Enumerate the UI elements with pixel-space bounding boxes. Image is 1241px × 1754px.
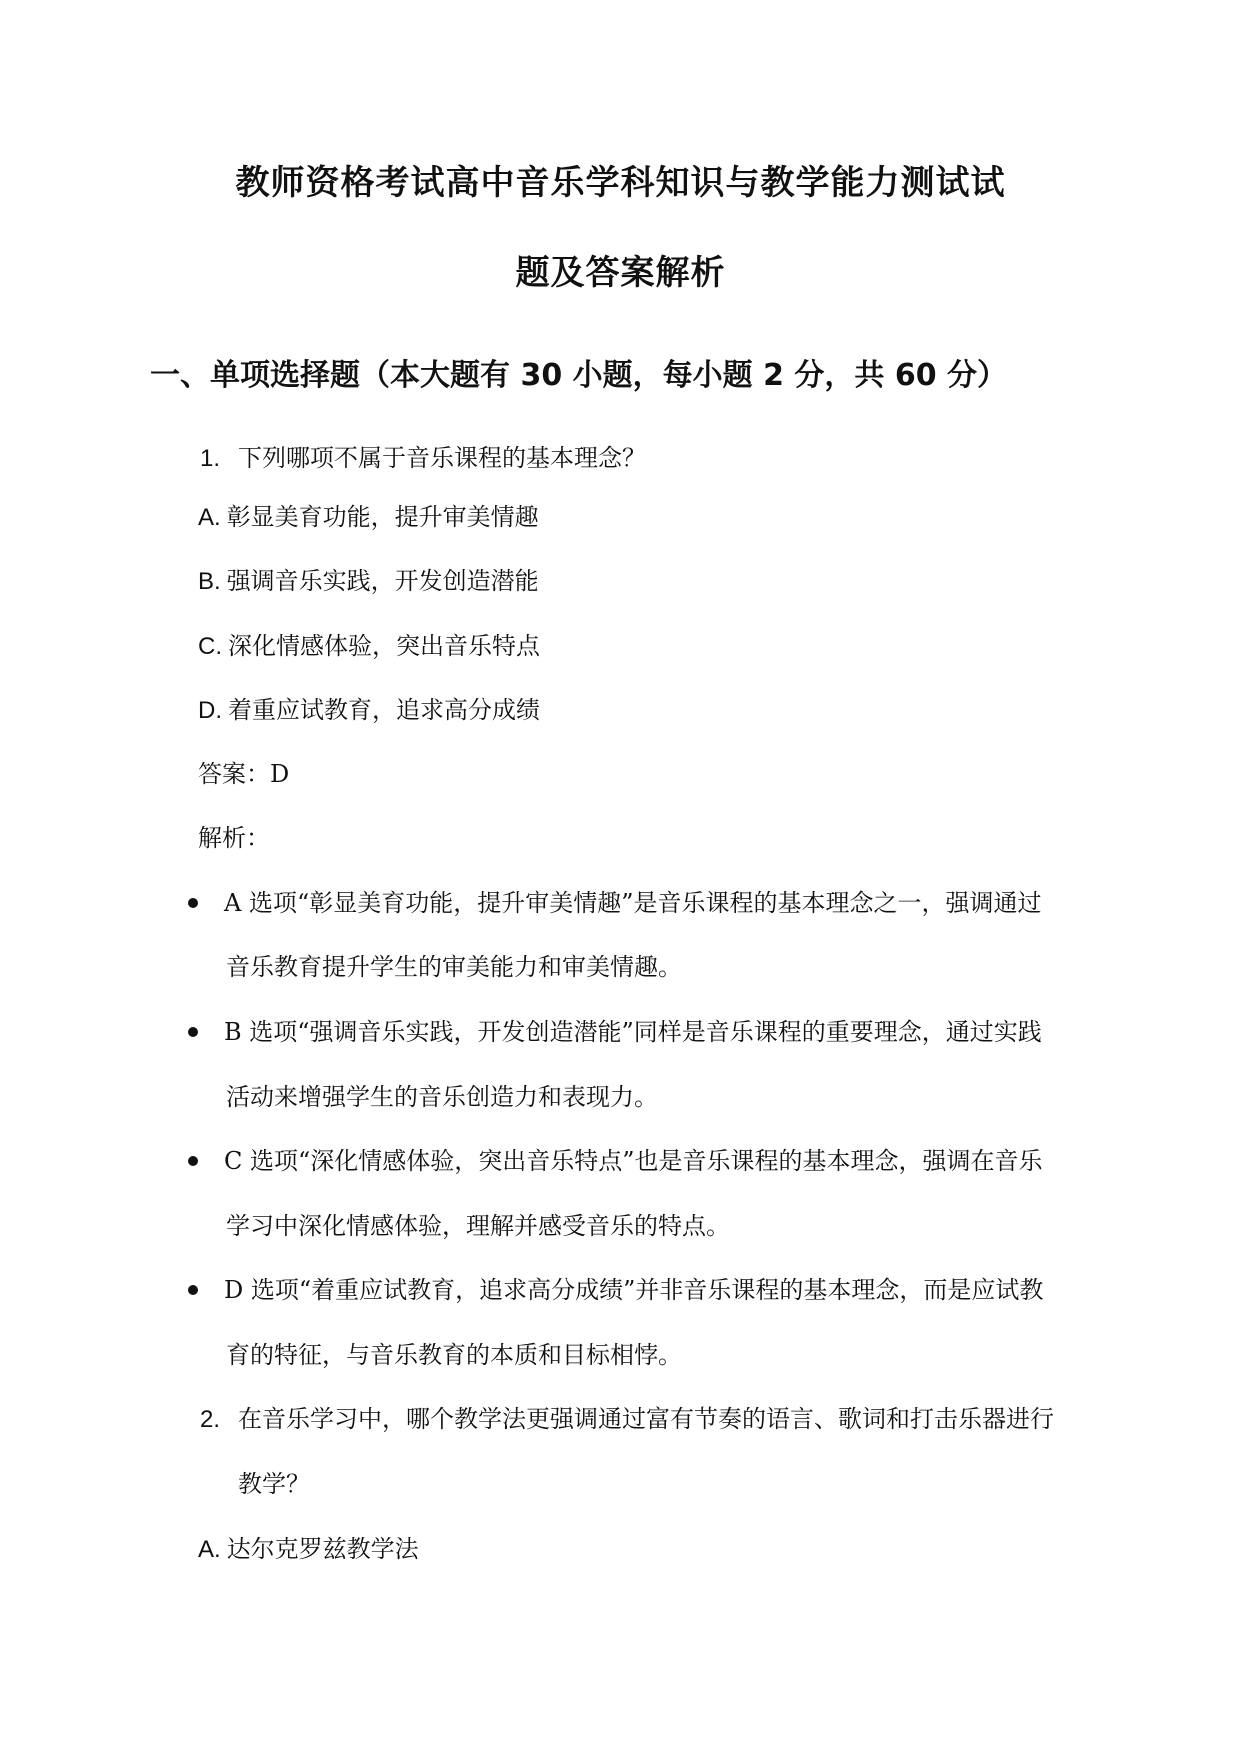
section-heading: 一、单项选择题（本大题有 30 小题，每小题 2 分，共 60 分） xyxy=(150,358,1008,393)
analysis-c-line-1: C 选项“深化情感体验，突出音乐特点”也是音乐课程的基本理念，强调在音乐 xyxy=(224,1147,1043,1175)
question-2 xyxy=(200,1407,1054,1432)
question-2-line-2: 教学？ xyxy=(238,1470,310,1498)
document-title-line-1: 教师资格考试高中音乐学科知识与教学能力测试试 xyxy=(235,163,1006,203)
option-c xyxy=(198,634,540,659)
option-a xyxy=(198,1537,419,1562)
analysis-a-line-1: A 选项“彰显美育功能，提升审美情趣”是音乐课程的基本理念之一，强调通过 xyxy=(224,889,1042,917)
question-number: 2. xyxy=(200,1406,221,1433)
analysis-a-line-2: 音乐教育提升学生的审美能力和审美情趣。 xyxy=(226,953,682,981)
bullet-dot xyxy=(188,1027,198,1037)
answer: 答案：D xyxy=(198,760,290,788)
question-number: 1. xyxy=(200,445,221,472)
option-text: 深化情感体验，突出音乐特点 xyxy=(228,632,540,660)
option-prefix: A. xyxy=(198,504,221,531)
option-prefix: C. xyxy=(198,633,222,660)
analysis-label: 解析： xyxy=(198,824,270,852)
option-text: 强调音乐实践，开发创造潜能 xyxy=(226,567,539,595)
option-text: 着重应试教育，追求高分成绩 xyxy=(228,696,540,724)
question-text: 下列哪项不属于音乐课程的基本理念？ xyxy=(238,444,646,472)
option-b xyxy=(198,569,539,594)
question-text: 在音乐学习中，哪个教学法更强调通过富有节奏的语言、歌词和打击乐器进行 xyxy=(238,1405,1054,1433)
option-prefix: B. xyxy=(198,568,221,595)
document-title-line-2: 题及答案解析 xyxy=(515,253,726,293)
bullet-dot xyxy=(188,898,198,908)
bullet-dot xyxy=(188,1156,198,1166)
option-d xyxy=(198,698,540,723)
option-text: 彰显美育功能，提升审美情趣 xyxy=(226,503,539,531)
analysis-b-line-1: B 选项“强调音乐实践，开发创造潜能”同样是音乐课程的重要理念，通过实践 xyxy=(224,1018,1042,1046)
option-text: 达尔克罗兹教学法 xyxy=(226,1535,419,1563)
analysis-c-line-2: 学习中深化情感体验，理解并感受音乐的特点。 xyxy=(226,1212,730,1240)
analysis-d-line-1: D 选项“着重应试教育，追求高分成绩”并非音乐课程的基本理念，而是应试教 xyxy=(224,1276,1044,1304)
analysis-b-line-2: 活动来增强学生的音乐创造力和表现力。 xyxy=(226,1083,658,1111)
option-prefix: A. xyxy=(198,1536,221,1563)
bullet-dot xyxy=(188,1285,198,1295)
option-a xyxy=(198,505,539,530)
option-prefix: D. xyxy=(198,697,222,724)
question-1 xyxy=(200,446,646,471)
analysis-d-line-2: 育的特征，与音乐教育的本质和目标相悖。 xyxy=(226,1341,682,1369)
